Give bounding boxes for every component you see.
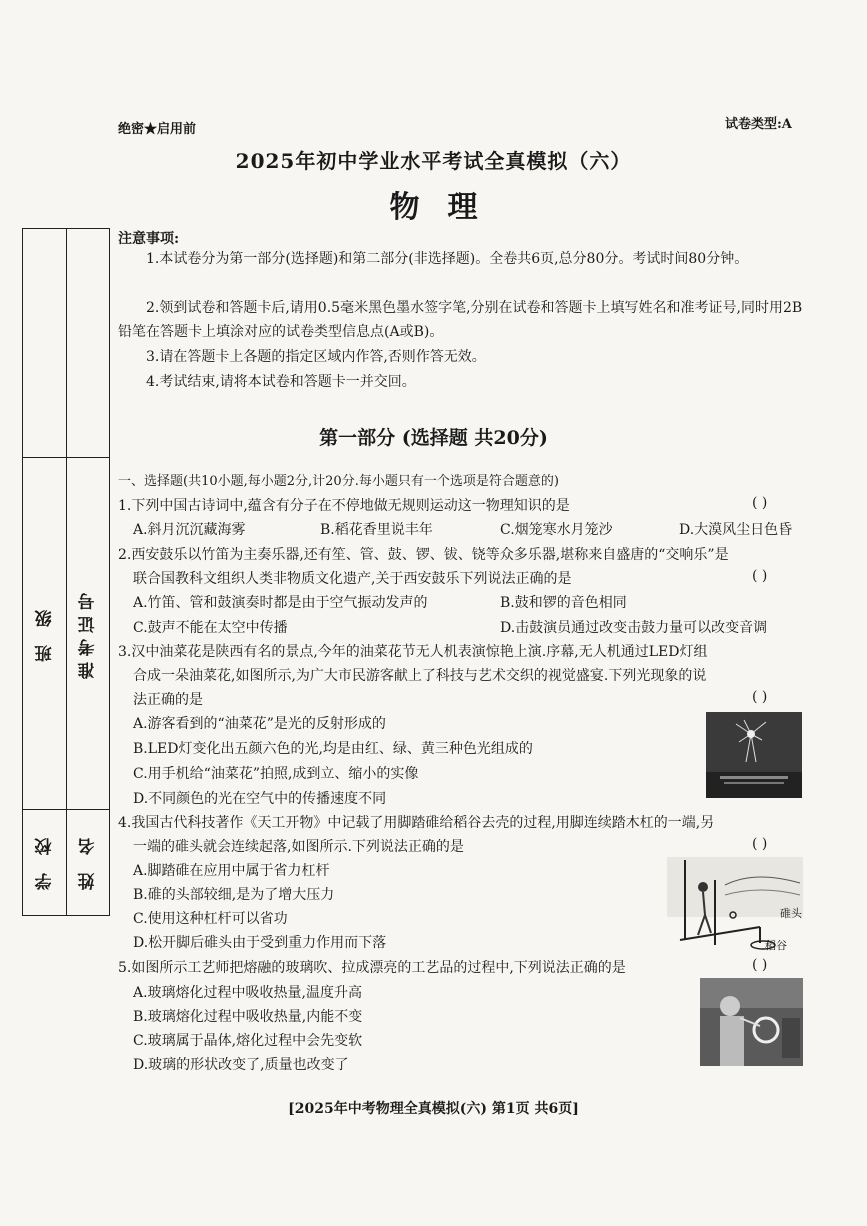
section-heading: 一、选择题(共10小题,每小题2分,计20分.每小题只有一个选项是符合题意的)	[118, 474, 559, 489]
question-stem: 4.我国古代科技著作《天工开物》中记载了用脚踏碓给稻谷去壳的过程,用脚连续踏木杠的一端,另	[118, 815, 715, 831]
binding-strip	[22, 228, 110, 916]
class-label: 班 级	[35, 604, 56, 662]
secret-label: 绝密★启用前	[118, 122, 197, 137]
answer-bracket: ( )	[752, 836, 768, 852]
drone-rapeseed-flower-image	[706, 712, 802, 798]
ticket-number-label: 准考证号	[78, 587, 99, 679]
option-b: B.碓的头部较细,是为了增大压力	[133, 887, 335, 903]
question-stem: 5.如图所示工艺师把熔融的玻璃吹、拉成漂亮的工艺品的过程中,下列说法正确的是	[118, 960, 626, 976]
part-title: 第一部分 (选择题 共20分)	[319, 427, 548, 449]
option-a: A.游客看到的“油菜花”是光的反射形成的	[133, 716, 386, 732]
option-c: C.烟笼寒水月笼沙	[500, 522, 613, 538]
note-item: 3.请在答题卡上各题的指定区域内作答,否则作答无效。	[146, 349, 486, 365]
option-b: B.LED灯变化出五颜六色的光,均是由红、绿、黄三种色光组成的	[133, 741, 533, 757]
option-a: A.玻璃熔化过程中吸收热量,温度升高	[133, 985, 363, 1001]
answer-bracket: ( )	[752, 568, 768, 584]
note-item: 4.考试结束,请将本试卷和答题卡一并交回。	[146, 374, 416, 390]
question-stem: 1.下列中国古诗词中,蕴含有分子在不停地做无规则运动这一物理知识的是	[118, 498, 570, 514]
option-a: A.斜月沉沉藏海雾	[133, 522, 246, 538]
option-d: D.玻璃的形状改变了,质量也改变了	[133, 1057, 349, 1073]
name-label: 姓 名	[78, 832, 99, 891]
option-a: A.脚踏碓在应用中属于省力杠杆	[133, 863, 330, 879]
option-d: D.松开脚后碓头由于受到重力作用而下落	[133, 935, 387, 951]
exam-title: 2025年初中学业水平考试全真模拟（六）	[235, 149, 632, 173]
option-b: B.鼓和锣的音色相同	[500, 595, 627, 611]
figure-label-pestle-head: 碓头	[780, 907, 802, 920]
option-a: A.竹笛、管和鼓演奏时都是由于空气振动发声的	[133, 595, 428, 611]
page-footer: [2025年中考物理全真模拟(六) 第1页 共6页]	[288, 1101, 579, 1117]
option-c: C.使用这种杠杆可以省功	[133, 911, 288, 927]
school-label: 学 校	[35, 832, 56, 891]
question-stem: 联合国教科文组织人类非物质文化遗产,关于西安鼓乐下列说法正确的是	[133, 571, 572, 587]
option-b: B.稻花香里说丰年	[320, 522, 433, 538]
question-stem: 法正确的是	[133, 692, 203, 708]
question-stem: 2.西安鼓乐以竹笛为主奏乐器,还有笙、管、鼓、锣、钹、铙等众多乐器,堪称来自盛唐的“交响乐”是	[118, 547, 729, 563]
note-item: 1.本试卷分为第一部分(选择题)和第二部分(非选择题)。全卷共6页,总分80分。考试时间80分钟。	[146, 251, 749, 267]
note-item: 2.领到试卷和答题卡后,请用0.5毫米黑色墨水签字笔,分别在试卷和答题卡上填写姓名和准考证号,同时用2B铅笔在答题卡上填涂对应的试卷类型信息点(A或B)。	[118, 300, 803, 340]
question-stem: 一端的碓头就会连续起落,如图所示.下列说法正确的是	[133, 839, 464, 855]
option-d: D.大漠风尘日色昏	[679, 522, 793, 538]
option-d: D.不同颜色的光在空气中的传播速度不同	[133, 791, 387, 807]
option-c: C.鼓声不能在太空中传播	[133, 620, 288, 636]
option-b: B.玻璃熔化过程中吸收热量,内能不变	[133, 1009, 363, 1025]
paper-type: 试卷类型:A	[725, 117, 792, 132]
subject-title: 物理	[389, 190, 506, 225]
notes-heading: 注意事项:	[118, 231, 180, 247]
question-stem: 3.汉中油菜花是陕西有名的景点,今年的油菜花节无人机表演惊艳上演.序幕,无人机通过LED灯组	[118, 644, 708, 660]
answer-bracket: ( )	[752, 495, 768, 511]
glass-blowing-photo	[700, 978, 803, 1066]
figure-label-rice: 稻谷	[765, 939, 787, 952]
option-c: C.玻璃属于晶体,熔化过程中会先变软	[133, 1033, 363, 1049]
option-c: C.用手机给“油菜花”拍照,成到立、缩小的实像	[133, 766, 419, 782]
answer-bracket: ( )	[752, 957, 768, 973]
question-stem: 合成一朵油菜花,如图所示,为广大市民游客献上了科技与艺术交织的视觉盛宴.下列光现象的说	[133, 668, 707, 684]
answer-bracket: ( )	[752, 689, 768, 705]
option-d: D.击鼓演员通过改变击鼓力量可以改变音调	[500, 620, 768, 636]
